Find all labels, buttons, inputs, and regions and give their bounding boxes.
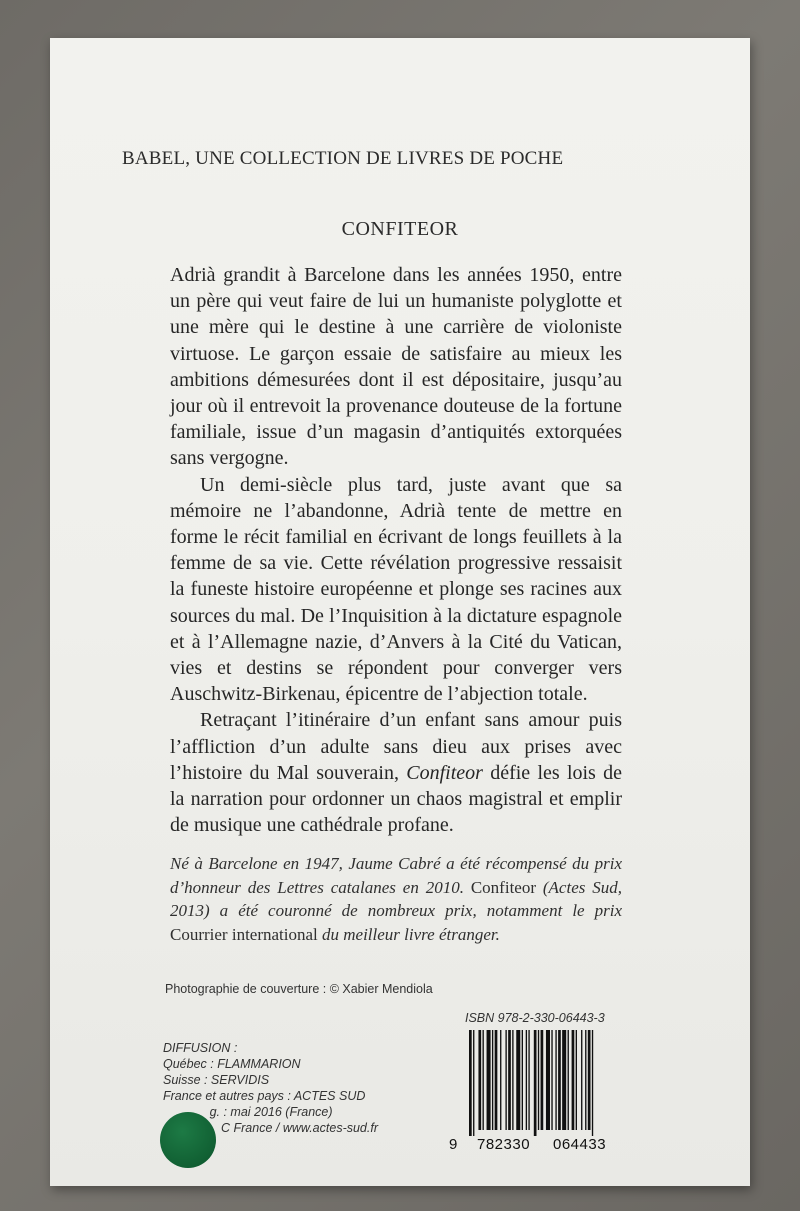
- bio-title1: Confiteor: [470, 877, 536, 897]
- summary-p3-title: Confiteor: [406, 761, 483, 784]
- summary-paragraph-1: Adrià grandit à Barcelone dans les années 1950, entre un père qui veut faire de lui un humaniste polyglotte et une mère qui le destine à une carrière de violoniste virtuose. Le garçon essaie de satisfaire au mieux les ambitions démesurées dont il est dépositaire, jusqu’au jour où il entrevoit la provenance douteuse de la fortune familiale, issue d’un magasin d’antiquités extorquées sans vergogne.: [170, 264, 622, 470]
- barcode-bar: [516, 1030, 520, 1130]
- barcode: [449, 1030, 635, 1160]
- barcode-bar: [487, 1030, 491, 1130]
- collection-line: BABEL, UNE COLLECTION DE LIVRES DE POCHE: [122, 148, 564, 169]
- green-sticker: [160, 1112, 216, 1168]
- barcode-bar: [541, 1030, 544, 1130]
- barcode-bar: [588, 1030, 591, 1130]
- barcode-bar: [469, 1030, 472, 1136]
- summary-text: [170, 262, 622, 838]
- barcode-bar: [572, 1030, 575, 1130]
- barcode-bar: [581, 1030, 582, 1130]
- barcode-bar: [568, 1030, 569, 1130]
- barcode-bar: [478, 1030, 481, 1130]
- bio-part2: (Actes Sud, 2013) a été couronné de nombreux prix, notamment le prix: [170, 877, 622, 920]
- barcode-bar: [495, 1030, 498, 1130]
- barcode-bar: [492, 1030, 493, 1130]
- barcode-bar: [534, 1030, 537, 1136]
- summary-p3-before: Retraçant l’itinéraire d’un enfant sans amour puis l’affliction d’un adulte sans dieu aux prises avec l’histoire du Mal souverain,: [170, 709, 622, 784]
- barcode-bar: [585, 1030, 586, 1130]
- bio-part1: Né à Barcelone en 1947, Jaume Cabré a été récompensé du prix d’honneur des Lettres catalanes en 2010.: [170, 854, 622, 897]
- barcode-bar: [473, 1030, 474, 1136]
- barcode-group-1: 782330: [477, 1136, 531, 1153]
- summary-p3-after: défie les lois de la narration pour ordonner un chaos magistral et emplir de musique une cathédrale profane.: [170, 761, 622, 837]
- barcode-bar: [562, 1030, 566, 1130]
- author-bio: [170, 852, 622, 946]
- barcode-bar: [505, 1030, 506, 1130]
- book-title: CONFITEOR: [341, 218, 459, 240]
- barcode-bars: [465, 1030, 635, 1136]
- barcode-bar: [512, 1030, 513, 1130]
- barcode-bar: [551, 1030, 552, 1130]
- barcode-lead-digit: 9: [449, 1136, 458, 1153]
- barcode-bar: [555, 1030, 556, 1130]
- barcode-group-2: 064433: [553, 1136, 607, 1153]
- isbn-number: ISBN 978-2-330-06443-3: [465, 1011, 605, 1025]
- bio-part3: du meilleur livre étranger.: [317, 924, 500, 944]
- photo-credit: Photographie de couverture : © Xabier Mendiola: [165, 982, 433, 996]
- barcode-bar: [558, 1030, 561, 1130]
- barcode-bar: [508, 1030, 511, 1130]
- diffusion-website-visible: C France / www.actes-sud.fr: [221, 1121, 378, 1135]
- barcode-bar: [528, 1030, 529, 1130]
- summary-paragraph-3: [170, 707, 622, 838]
- barcode-bar: [576, 1030, 577, 1130]
- barcode-bar: [592, 1030, 593, 1136]
- barcode-bar: [522, 1030, 523, 1130]
- bio-title2: Courrier international: [170, 924, 318, 944]
- diffusion-heading: DIFFUSION :: [163, 1041, 238, 1055]
- diffusion-depot: g. : mai 2016 (France): [209, 1105, 333, 1119]
- barcode-bar: [526, 1030, 527, 1130]
- barcode-bar: [483, 1030, 484, 1130]
- barcode-bar: [546, 1030, 550, 1130]
- summary-paragraph-2: Un demi-siècle plus tard, juste avant que sa mémoire ne l’abandonne, Adrià tente de mettre en forme le récit familial en écrivant de longs feuillets à la femme de sa vie. Cette révélation progressive ressaisit la funeste histoire européenne et plonge ses racines aux sources du mal. De l’Inquisition à la dictature espagnole et à l’Allemagne nazie, d’Anvers à la Cité du Vatican, vies et destins se répondent pour converger vers Auschwitz-Birkenau, épicentre de l’abjection totale.: [170, 473, 622, 706]
- diffusion-suisse: Suisse : SERVIDIS: [163, 1073, 270, 1087]
- diffusion-france: France et autres pays : ACTES SUD: [163, 1089, 366, 1103]
- diffusion-quebec: Québec : FLAMMARION: [163, 1057, 301, 1071]
- barcode-bar: [538, 1030, 539, 1130]
- barcode-bar: [500, 1030, 501, 1130]
